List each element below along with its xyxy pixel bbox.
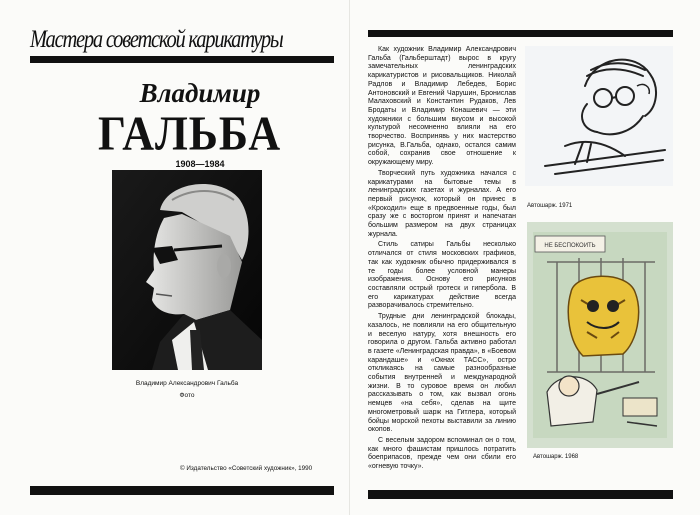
self-caricature-1971-sketch — [525, 46, 673, 186]
bottom-rule-right — [368, 490, 673, 499]
author-years: 1908—1984 — [175, 159, 225, 169]
sketch-caption-1971: Автошарж. 1971 — [527, 203, 573, 209]
self-caricature-1968-sketch — [527, 222, 673, 448]
top-rule-right — [368, 30, 673, 37]
bottom-rule-left — [30, 486, 334, 495]
photo-caption: Владимир Александрович Гальба — [135, 380, 239, 387]
article-paragraph: Трудные дни ленинградской блокады, казалось, не повлияли на его общительную и веселую натуру, хотя внешность его говорила о другом. Гальба активно работал в газете «Ленинградская правда», в «Боевом карандаше» и «Окнах ТАСС», остро откликаясь на самые разнообразные события внутренней и международной жизни. В то суровое время он любил рассказывать о том, как вызвал огонь немцев «на себя», сделав на щите многометровый шарж на Гитлера, который бойцы морской пехоты выставили за линию окопов. — [368, 313, 516, 434]
sketch-sign-text: НЕ БЕСПОКОИТЬ — [544, 243, 596, 249]
photo-credit: Фото — [179, 392, 195, 399]
article-paragraph: Творческий путь художника начался с карикатурами на бытовые темы в ленинградских газетах и журналах. А его первый рисунок, который он принес в «Крокодил» еще в предвоенные годы, был сразу же с восторгом принят и напечатан большим размером на двух страницах журнала. — [368, 169, 516, 238]
sketch-caption-1968: Автошарж. 1968 — [533, 454, 579, 460]
article-paragraph: С веселым задором вспоминал он о том, как много фашистам пришлось потратить боеприпасов, прежде чем они сбили его «огневую точку». — [368, 436, 516, 471]
author-last-name: ГАЛЬБА — [98, 106, 282, 161]
author-first-name: Владимир — [139, 78, 261, 108]
article-paragraph: Стиль сатиры Гальбы несколько отличался от стиля московских графиков, так как художник обычно придерживался в те годы более условной манеры изображения. Основу его рисунков составляли острый гротеск и гипербола. В его карикатурах действие всегда разворачивалось стремительно. — [368, 241, 516, 310]
article-paragraph: Как художник Владимир Александрович Гальба (Гальберштадт) вырос в кругу замечательных ленинградских карикатуристов и рисовальщиков. Николай Радлов и Владимир Лебедев, Борис Антоновский и Евгений Чарушин, Бронислав Малаховский и Константин Рудаков, Лев Бродаты и Владимир Конашевич — эти художники с большим вкусом и высокой культурой несомненно влияли на его творчество. Воспринявь у них мастерство рисунка, В.Гальба, однако, остался самим собой, сохранив свое отношение к окружающему миру. — [368, 46, 516, 167]
publisher-copyright: © Издательство «Советский художник», 1990 — [180, 465, 313, 472]
article-text — [368, 46, 516, 481]
series-title: Мастера советской карикатуры — [30, 26, 283, 53]
author-portrait-photo — [112, 170, 262, 370]
top-rule-left — [30, 56, 334, 63]
